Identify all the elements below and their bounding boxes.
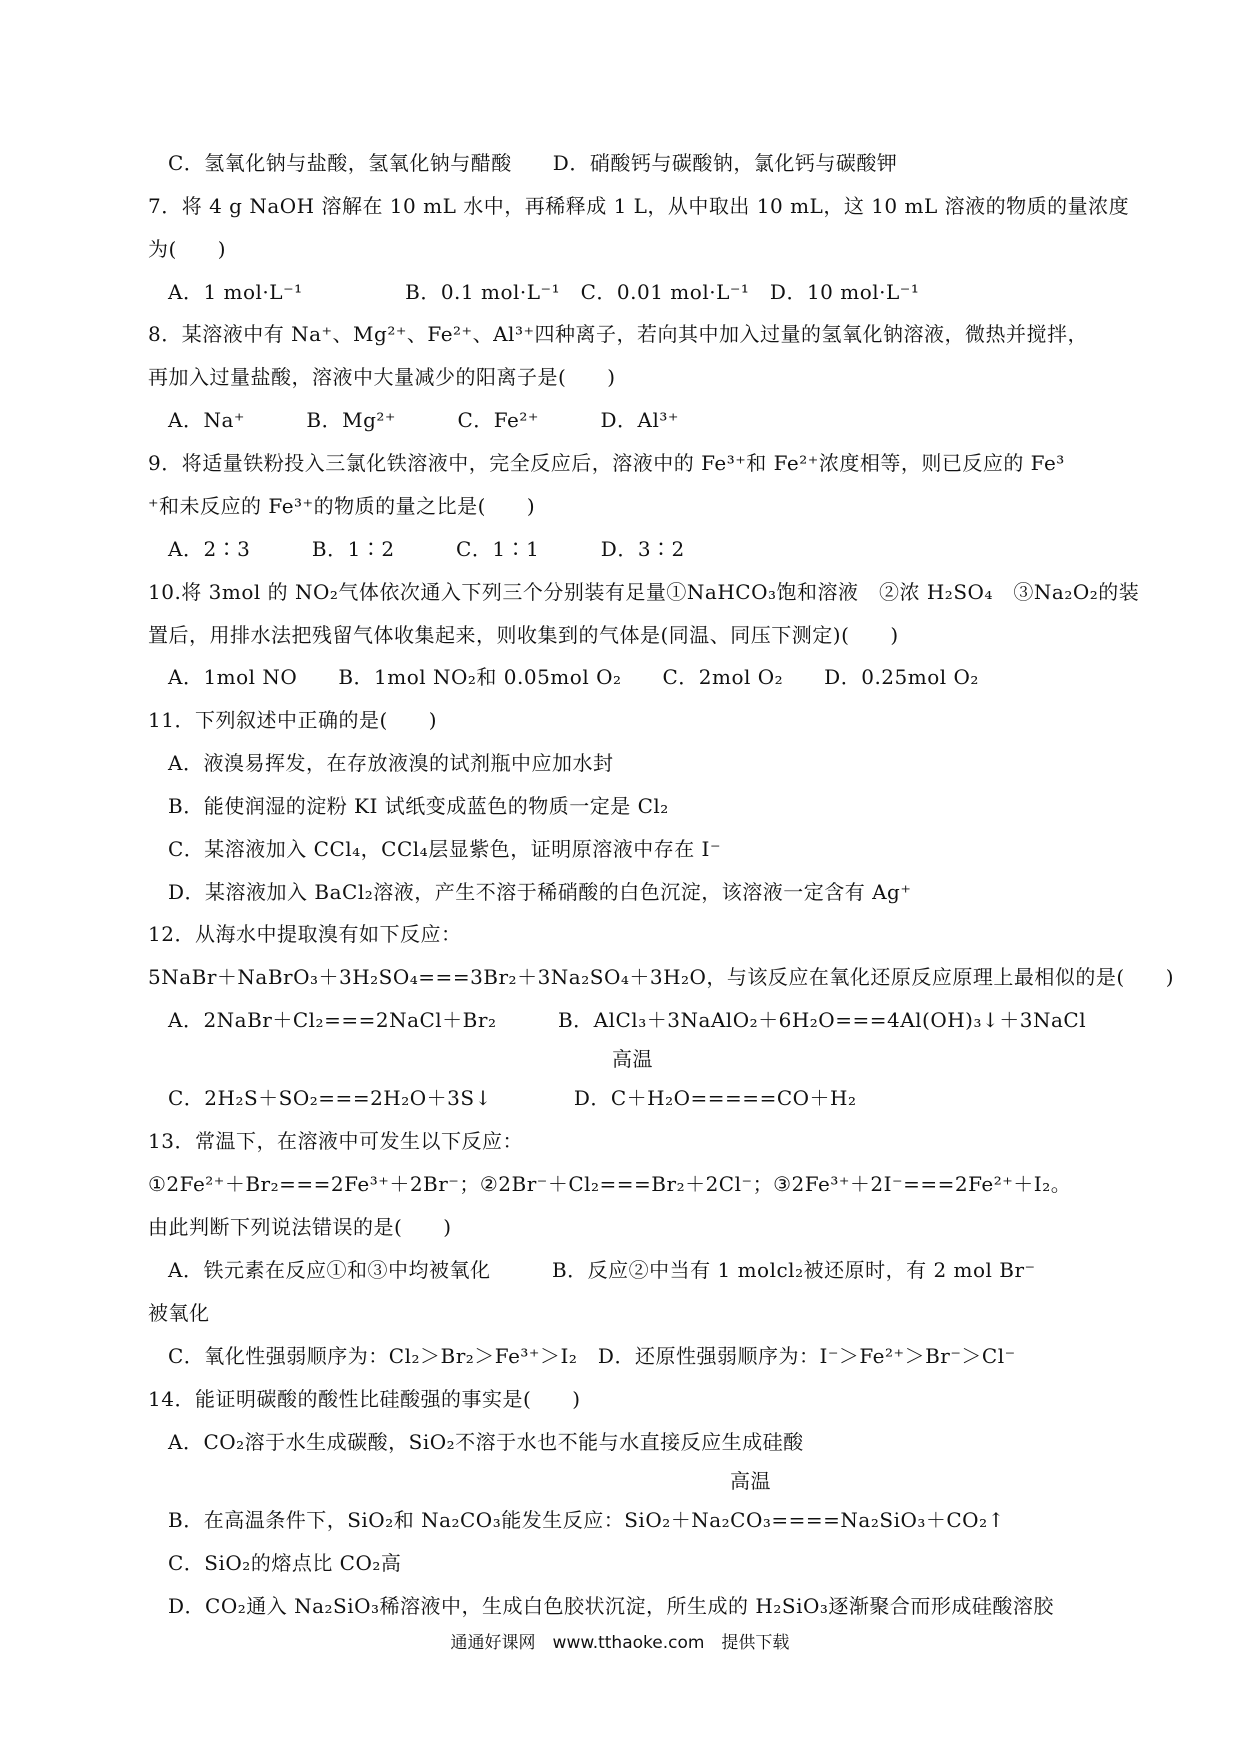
options-12-cd: C．2H₂S＋SO₂===2H₂O＋3S↓ D．C＋H₂O=====CO＋H₂	[168, 1086, 857, 1110]
question-12: 12．从海水中提取溴有如下反应：	[148, 922, 462, 946]
question-13: 13．常温下，在溶液中可发生以下反应：	[148, 1129, 523, 1153]
text-line: 5NaBr＋NaBrO₃＋3H₂SO₄===3Br₂＋3Na₂SO₄＋3H₂O，与该反应在氧化还原反应原理上最相似的是( )	[148, 965, 1175, 989]
text-line: 为( )	[148, 237, 227, 261]
text-line: C．氢氧化钠与盐酸，氢氧化钠与醋酸 D．硝酸钙与碳酸钠，氯化钙与碳酸钾	[168, 151, 898, 175]
question-8: 8．某溶液中有 Na⁺、Mg²⁺、Fe²⁺、Al³⁺四种离子，若向其中加入过量的氢氧化钠溶液，微热并搅拌，	[148, 322, 1089, 346]
options-10: A．1mol NO B．1mol NO₂和 0.05mol O₂ C．2mol O₂ D．0.25mol O₂	[168, 665, 979, 689]
option-14a: A．CO₂溶于水生成碳酸，SiO₂不溶于水也不能与水直接反应生成硅酸	[168, 1430, 804, 1454]
option-11a: A．液溴易挥发，在存放液溴的试剂瓶中应加水封	[168, 751, 614, 775]
option-14d: D．CO₂通入 Na₂SiO₃稀溶液中，生成白色胶状沉淀，所生成的 H₂SiO₃逐渐聚合而形成硅酸溶胶	[168, 1594, 1054, 1618]
text-line: 被氧化	[148, 1301, 210, 1325]
page-footer: 通通好课网 www.tthaoke.com 提供下载	[450, 1633, 790, 1653]
text-line: 由此判断下列说法错误的是( )	[148, 1215, 452, 1239]
options-13-ab: A．铁元素在反应①和③中均被氧化 B．反应②中当有 1 molcl₂被还原时，有 2 mol Br⁻	[168, 1258, 1036, 1282]
text-line: ⁺和未反应的 Fe³⁺的物质的量之比是( )	[148, 494, 536, 518]
options-9: A．2∶3 B．1∶2 C．1∶1 D．3∶2	[168, 537, 685, 561]
reaction-condition: 高温	[612, 1047, 653, 1071]
option-11d: D．某溶液加入 BaCl₂溶液，产生不溶于稀硝酸的白色沉淀，该溶液一定含有 Ag⁺	[168, 880, 912, 904]
option-11b: B．能使润湿的淀粉 KI 试纸变成蓝色的物质一定是 Cl₂	[168, 794, 669, 818]
option-14c: C．SiO₂的熔点比 CO₂高	[168, 1551, 402, 1575]
question-11: 11．下列叙述中正确的是( )	[148, 708, 438, 732]
text-line: 再加入过量盐酸，溶液中大量减少的阳离子是( )	[148, 365, 616, 389]
options-7: A．1 mol·L⁻¹ B．0.1 mol·L⁻¹ C．0.01 mol·L⁻¹ D．10 mol·L⁻¹	[168, 280, 920, 304]
text-line: ①2Fe²⁺＋Br₂===2Fe³⁺＋2Br⁻；②2Br⁻＋Cl₂===Br₂＋2Cl⁻；③2Fe³⁺＋2I⁻===2Fe²⁺＋I₂。	[148, 1172, 1072, 1196]
question-10: 10.将 3mol 的 NO₂气体依次通入下列三个分别装有足量①NaHCO₃饱和溶液 ②浓 H₂SO₄ ③Na₂O₂的装	[148, 580, 1140, 604]
options-8: A．Na⁺ B．Mg²⁺ C．Fe²⁺ D．Al³⁺	[168, 408, 679, 432]
option-14b: B．在高温条件下，SiO₂和 Na₂CO₃能发生反应：SiO₂＋Na₂CO₃====Na₂SiO₃＋CO₂↑	[168, 1508, 1005, 1532]
reaction-condition: 高温	[730, 1469, 771, 1493]
options-13-cd: C．氧化性强弱顺序为：Cl₂＞Br₂＞Fe³⁺＞I₂ D．还原性强弱顺序为：I⁻＞Fe²⁺＞Br⁻＞Cl⁻	[168, 1344, 1016, 1368]
option-11c: C．某溶液加入 CCl₄，CCl₄层显紫色，证明原溶液中存在 I⁻	[168, 837, 722, 861]
question-14: 14．能证明碳酸的酸性比硅酸强的事实是( )	[148, 1387, 581, 1411]
options-12-ab: A．2NaBr＋Cl₂===2NaCl＋Br₂ B．AlCl₃＋3NaAlO₂＋6H₂O===4Al(OH)₃↓＋3NaCl	[168, 1008, 1087, 1032]
text-line: 置后，用排水法把残留气体收集起来，则收集到的气体是(同温、同压下测定)( )	[148, 623, 899, 647]
question-7: 7．将 4 g NaOH 溶解在 10 mL 水中，再稀释成 1 L，从中取出 10 mL，这 10 mL 溶液的物质的量浓度	[148, 194, 1130, 218]
question-9: 9．将适量铁粉投入三氯化铁溶液中，完全反应后，溶液中的 Fe³⁺和 Fe²⁺浓度相等，则已反应的 Fe³	[148, 451, 1065, 475]
